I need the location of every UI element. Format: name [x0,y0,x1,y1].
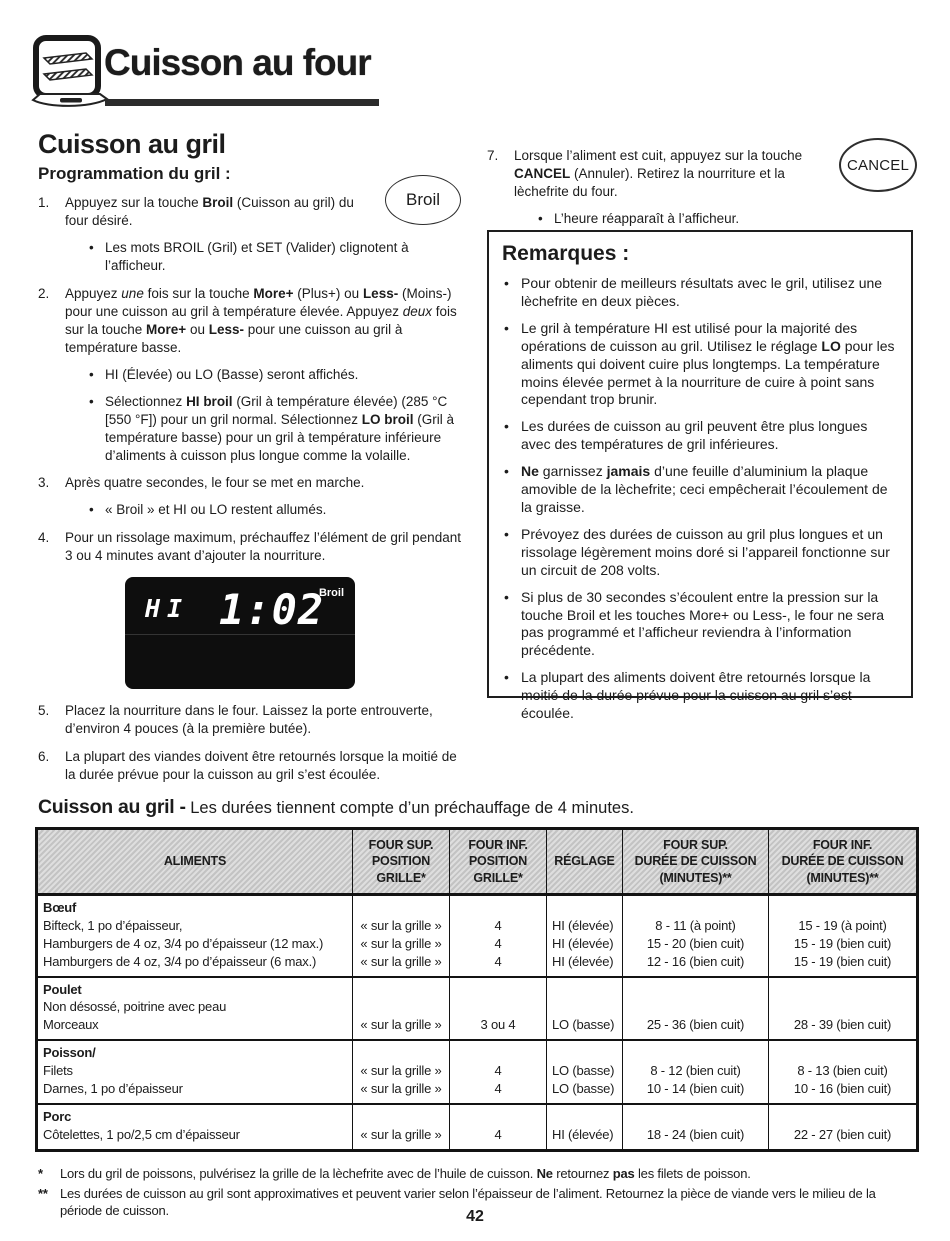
bullet-marker: • [504,319,509,336]
step-body [65,529,470,692]
remarks-list [502,275,898,723]
table-cell: Poisson/ [37,1040,353,1062]
table-cell: 4 [450,917,547,935]
bullet-item [504,589,898,661]
table-cell [353,977,450,999]
list-item [38,285,470,465]
table-cell: 10 - 14 (bien cuit) [623,1080,769,1104]
table-cell: 18 - 24 (bien cuit) [623,1126,769,1150]
table-cell [547,894,623,916]
bullet-item [89,239,470,275]
cancel-key-label: CANCEL [846,156,910,174]
table-cell: 15 - 19 (à point) [769,917,918,935]
bullet-item [538,210,913,228]
bullet-text: Sélectionnez HI broil (Gril à température élevée) (285 °C [550 °F]) pour un gril normal. Sélectionnez LO broil (Gril à température basse) pour un gril à température inférieure d’aliments à cuisson plus longue comme la volaille. [105,393,455,463]
column-header: FOUR SUP. DURÉE DE CUISSON (MINUTES)** [623,829,769,895]
bullet-text: Prévoyez des durées de cuisson au gril plus longues et un rissolage légèrement moins doré si l’appareil fonctionne sur un circuit de 208 volts. [521,525,890,578]
step-text: Appuyez une fois sur la touche More+ (Plus+) ou Less- (Moins-) pour une cuisson au gril à température élevée. Appuyez deux fois sur la touche More+ ou Less- pour une cuisson au gril à température basse. [65,285,457,355]
table-cell [450,977,547,999]
display-divider [125,634,355,635]
table-row [37,1126,918,1150]
bullet-item [504,320,898,410]
bullet-text: Les durées de cuisson au gril peuvent être plus longues avec des températures de gril inférieures. [521,418,868,453]
list-item [38,529,470,692]
table-row [37,894,918,916]
bullet-marker: • [504,669,509,686]
step-number: 5. [38,703,50,719]
bullet-item [89,366,470,384]
bullet-text: HI (Élevée) ou LO (Basse) seront affichés. [105,366,359,382]
bullet-marker: • [504,525,509,542]
step-text: La plupart des viandes doivent être retournés lorsque la moitié de la durée prévue pour la cuisson au gril s’est écoulée. [65,749,457,783]
table-cell: HI (élevée) [547,935,623,953]
list-item [38,474,470,519]
bullet-item [504,463,898,517]
table-cell: 15 - 19 (bien cuit) [769,953,918,977]
bullet-marker: • [89,393,94,409]
bullet-text: « Broil » et HI ou LO restent allumés. [105,502,327,518]
step-text: Pour un rissolage maximum, préchauffez l’élément de gril pendant 3 ou 4 minutes avant d’ajouter la nourriture. [65,530,461,564]
table-row [37,935,918,953]
table-row [37,977,918,999]
column-header: FOUR INF. DURÉE DE CUISSON (MINUTES)** [769,829,918,895]
section-subheading: Programmation du gril : [38,163,231,183]
table-cell: 4 [450,953,547,977]
title-underline [105,99,379,106]
display-broil-indicator: Broil [318,587,344,600]
list-item [38,748,470,784]
footnote [38,1165,916,1183]
table-cell: Morceaux [43,1017,99,1033]
table-cell: HI (élevée) [547,917,623,935]
table-cell: « sur la grille » [353,1080,450,1104]
table-cell: 8 - 13 (bien cuit) [769,1062,918,1080]
bullet-marker: • [89,502,94,518]
table-cell [547,977,623,999]
bullet-item [89,501,470,519]
bullet-marker: • [538,210,543,226]
step-text: Après quatre secondes, le four se met en marche. [65,475,365,491]
table-cell [769,1040,918,1062]
table-cell [547,1104,623,1126]
table-cell: Côtelettes, 1 po/2,5 cm d’épaisseur [43,1127,240,1143]
numbered-steps-left [38,194,470,784]
table-cell: Hamburgers de 4 oz, 3/4 po d’épaisseur (6 max.) [43,953,317,969]
bullet-text: Pour obtenir de meilleurs résultats avec le gril, utilisez une lèchefrite en deux pièces. [521,275,883,309]
oven-display-illustration [125,577,355,689]
table-cell: « sur la grille » [353,935,450,953]
broiling-chart-table [35,827,919,1152]
table-caption-rest: Les durées tiennent compte d’un préchauffage de 4 minutes. [185,799,634,817]
section-heading: Cuisson au gril [38,129,226,159]
step-text: Placez la nourriture dans le four. Laissez la porte entrouverte, d’environ 4 pouces (à la première butée). [65,703,433,737]
step-text: Appuyez sur la touche Broil (Cuisson au gril) du four désiré. [65,195,354,229]
step-number: 3. [38,475,50,491]
table-cell: 8 - 11 (à point) [623,917,769,935]
table-cell: 4 [450,1126,547,1150]
table-cell: Non désossé, poitrine avec peau [43,999,227,1015]
table-cell [769,1104,918,1126]
bullet-item [504,669,898,723]
table-cell [623,1040,769,1062]
page-number: 42 [466,1208,484,1225]
table-cell: 10 - 16 (bien cuit) [769,1080,918,1104]
table-cell: « sur la grille » [353,917,450,935]
display-time-value: 1:02 [219,585,325,635]
table-cell: 3 ou 4 [450,1016,547,1040]
footnote-text: Lors du gril de poissons, pulvérisez la grille de la lèchefrite avec de l’huile de cuisson. Ne retournez pas les filets de poisson. [60,1166,751,1181]
table-cell: « sur la grille » [353,1016,450,1040]
oven-icon [30,34,110,115]
table-cell [450,1040,547,1062]
left-column [38,130,470,784]
table-cell: LO (basse) [547,1080,623,1104]
step-body [65,748,470,784]
table-cell: Porc [37,1104,353,1126]
table-cell: Hamburgers de 4 oz, 3/4 po d’épaisseur (12 max.) [43,935,324,951]
table-cell: LO (basse) [547,1062,623,1080]
footnote-marker: ** [38,1185,48,1201]
bullet-marker: • [504,463,509,480]
table-cell: 28 - 39 (bien cuit) [769,1016,918,1040]
bullet-marker: • [504,275,509,291]
remarks-title: Remarques : [502,242,630,265]
list-item [38,702,470,738]
column-header: ALIMENTS [37,829,353,895]
table-row [37,1062,918,1080]
table-cell [353,894,450,916]
footnote-marker: * [38,1166,43,1181]
table-cell: Filets [43,1063,73,1079]
table-cell: 4 [450,1080,547,1104]
table-cell [769,977,918,999]
table-row [37,998,918,1016]
table-cell: « sur la grille » [353,1126,450,1150]
bullet-item [504,526,898,580]
display-hi-value: HI [145,594,190,624]
table-cell: 4 [450,1062,547,1080]
table-cell [450,1104,547,1126]
table-cell: 25 - 36 (bien cuit) [623,1016,769,1040]
table-cell: 22 - 27 (bien cuit) [769,1126,918,1150]
step-number: 7. [487,148,499,163]
table-cell [623,977,769,999]
column-header: RÉGLAGE [547,829,623,895]
table-cell: Poulet [37,977,353,999]
table-cell [353,1040,450,1062]
table-cell [353,1104,450,1126]
bullet-text: Ne garnissez jamais d’une feuille d’aluminium la plaque amovible de la lèchefrite; ceci empêcherait l’écoulement de la graisse. [521,463,888,515]
table-cell: 15 - 19 (bien cuit) [769,935,918,953]
table-row [37,917,918,935]
bullet-text: Si plus de 30 secondes s’écoulent entre la pression sur la touche Broil et les touches More+ ou Less-, le four ne sera pas programmé et l’afficheur reviendra à l’information précédente. [521,588,885,659]
bullet-item [504,275,898,311]
bullet-text: Les mots BROIL (Gril) et SET (Valider) clignotent à l’afficheur. [105,239,409,273]
step-body [65,285,470,465]
table-cell: 12 - 16 (bien cuit) [623,953,769,977]
table-cell [450,998,547,1016]
table-row [37,1104,918,1126]
table-row [37,1080,918,1104]
table-cell: HI (élevée) [547,953,623,977]
table-cell: Bifteck, 1 po d’épaisseur, [43,917,183,933]
bullet-text: Le gril à température HI est utilisé pour la majorité des opérations de cuisson au gril. Utilisez le réglage LO pour les aliments qui doivent cuire plus longtemps. La température moins élevée permet à la nourriture de cuire à point sans cependant trop brunir. [521,319,895,408]
bullet-marker: • [89,366,94,382]
bullet-text: L’heure réapparaît à l’afficheur. [554,210,740,226]
remarks-box [487,230,913,722]
step-body [65,702,470,738]
table-row [37,1016,918,1040]
table-cell: Bœuf [37,894,353,916]
table-cell: « sur la grille » [353,953,450,977]
step-body [65,474,470,519]
broil-key-illustration [385,175,461,225]
table-cell [769,894,918,916]
table-cell [547,998,623,1016]
table-cell: 4 [450,935,547,953]
table-cell: 8 - 12 (bien cuit) [623,1062,769,1080]
table-cell: LO (basse) [547,1016,623,1040]
bullet-text: La plupart des aliments doivent être retournés lorsque la moitié de la durée prévue pour la cuisson au gril s’est écoulée. [521,669,871,722]
step-number: 2. [38,285,50,301]
table-cell: Darnes, 1 po d’épaisseur [43,1081,183,1097]
bullet-marker: • [89,239,94,255]
column-header: FOUR INF. POSITION GRILLE* [450,829,547,895]
cancel-key-illustration [839,138,917,192]
column-header: FOUR SUP. POSITION GRILLE* [353,829,450,895]
step-number: 1. [38,195,50,211]
table-cell [450,894,547,916]
table-caption-bold: Cuisson au gril - [38,796,186,818]
bullet-marker: • [504,588,509,605]
table-cell [623,1104,769,1126]
table-row [37,953,918,977]
table-cell [547,1040,623,1062]
table-cell [623,998,769,1016]
table-cell: 15 - 20 (bien cuit) [623,935,769,953]
footnote-text: Les durées de cuisson au gril sont approximatives et peuvent varier selon l’épaisseur de l’aliment. Retournez la pièce de viande vers le milieu de la période de cuisson. [60,1185,876,1219]
table-cell: HI (élevée) [547,1126,623,1150]
step-number: 4. [38,530,50,546]
table-cell [769,998,918,1016]
table-cell [353,998,450,1016]
step-text: Lorsque l’aliment est cuit, appuyez sur la touche CANCEL (Annuler). Retirez la nourriture et la lèchefrite du four. [514,148,803,199]
page-title: Cuisson au four [104,42,371,83]
table-row [37,1040,918,1062]
bullet-marker: • [504,418,509,435]
table-caption [38,796,634,819]
bullet-item [504,418,898,454]
table-cell: « sur la grille » [353,1062,450,1080]
bullet-item [89,393,470,465]
table-header-row [37,829,918,895]
table-cell [623,894,769,916]
broil-key-label: Broil [405,190,440,209]
step-number: 6. [38,749,50,765]
